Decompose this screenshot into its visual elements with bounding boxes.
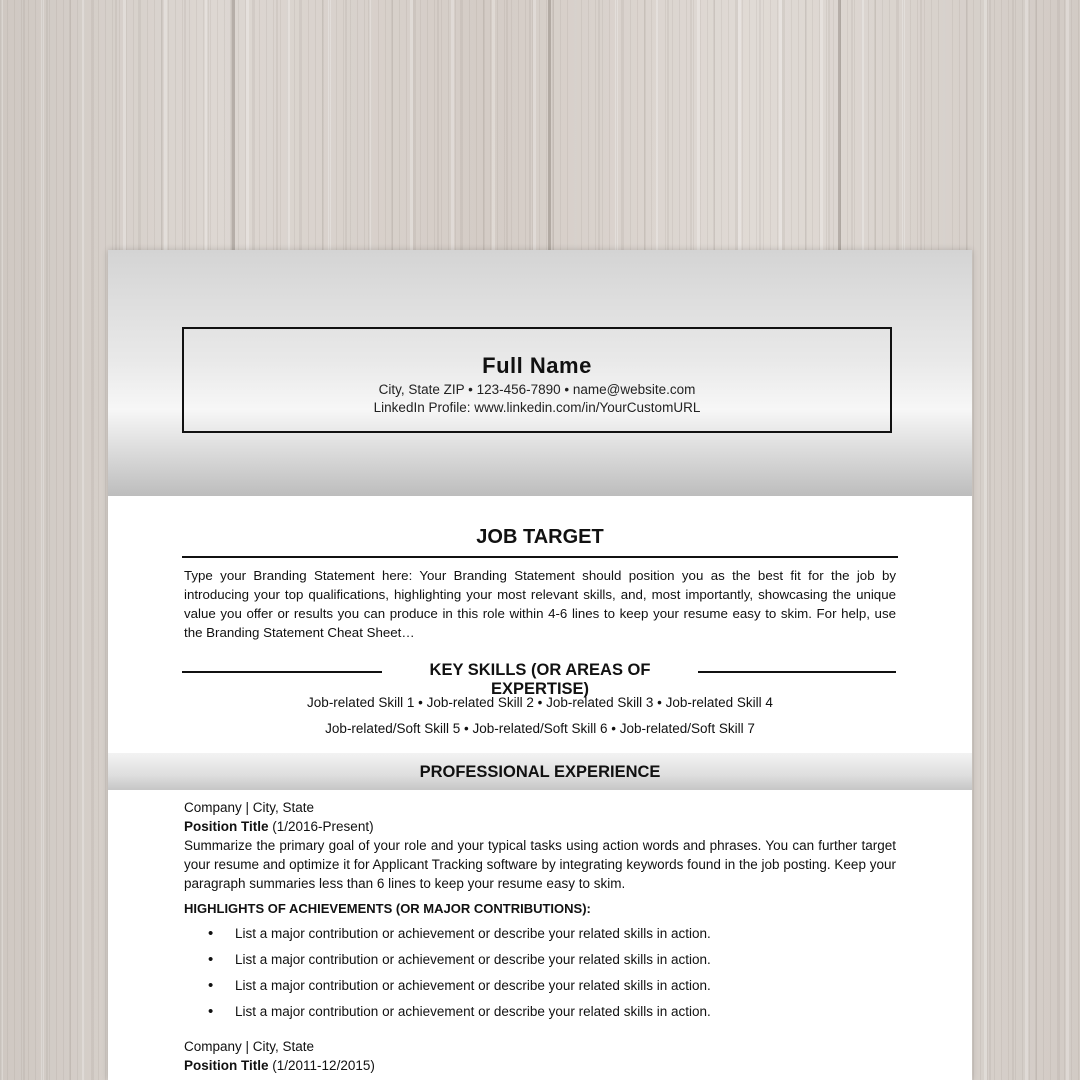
- position-dates: (1/2011-12/2015): [268, 1058, 375, 1073]
- key-skills-heading: KEY SKILLS (OR AREAS OF EXPERTISE): [429, 661, 651, 698]
- bullet-icon: •: [208, 951, 214, 968]
- bullet-icon: •: [208, 925, 214, 942]
- list-item: [184, 976, 896, 1002]
- skills-list: Job-related/Soft Skill 5 • Job-related/Soft Skill 6 • Job-related/Soft Skill 7: [325, 721, 755, 736]
- branding-statement: Type your Branding Statement here: Your Branding Statement should position you as the best fit for the job by introducing your top qualifications, highlighting your most relevant skills, and, most importantly, showcasing the unique value you offer or results you can produce in this role within 4-6 lines to keep your resume easy to skim. For help, use the Branding Statement Cheat Sheet…: [184, 568, 896, 640]
- position-line: [184, 1056, 896, 1075]
- job-target-heading: JOB TARGET: [476, 526, 604, 548]
- list-item: [184, 950, 896, 976]
- experience-band: [108, 753, 972, 790]
- header-band: [108, 250, 972, 496]
- resume-page: [108, 250, 972, 1080]
- list-item: [184, 1002, 896, 1028]
- linkedin-profile: LinkedIn Profile: www.linkedin.com/in/YourCustomURL: [373, 400, 701, 415]
- section-divider: [182, 671, 382, 673]
- position-line: [184, 817, 896, 836]
- job-entry: [184, 1037, 896, 1075]
- achievement-text: List a major contribution or achievement or describe your related skills in action.: [235, 1004, 711, 1019]
- name-box: [182, 327, 892, 433]
- achievements-list: [184, 924, 896, 1028]
- experience-heading: PROFESSIONAL EXPERIENCE: [419, 763, 661, 781]
- full-name: Full Name: [482, 353, 592, 378]
- achievement-text: List a major contribution or achievement or describe your related skills in action.: [235, 978, 711, 993]
- bullet-icon: •: [208, 1003, 214, 1020]
- position-title: Position Title: [184, 1058, 269, 1073]
- highlights-heading: HIGHLIGHTS OF ACHIEVEMENTS (OR MAJOR CONTRIBUTIONS):: [184, 901, 591, 916]
- section-divider: [698, 671, 896, 673]
- company-location: Company | City, State: [184, 800, 315, 815]
- company-location: Company | City, State: [184, 1039, 315, 1054]
- list-item: [184, 924, 896, 950]
- achievement-text: List a major contribution or achievement or describe your related skills in action.: [235, 926, 711, 941]
- achievement-text: List a major contribution or achievement or describe your related skills in action.: [235, 952, 711, 967]
- job-summary: Summarize the primary goal of your role and your typical tasks using action words and phrases. You can further target your resume and optimize it for Applicant Tracking software by integrating keywords found in the job posting. Keep your paragraph summaries less than 6 lines to keep your resume easy to skim.: [184, 838, 896, 891]
- job-entry: [184, 798, 896, 1028]
- contact-info: City, State ZIP • 123-456-7890 • name@website.com: [378, 382, 696, 397]
- position-title: Position Title: [184, 819, 269, 834]
- bullet-icon: •: [208, 977, 214, 994]
- section-divider: [182, 556, 898, 558]
- position-dates: (1/2016-Present): [268, 819, 374, 834]
- skills-list: Job-related Skill 1 • Job-related Skill 2 • Job-related Skill 3 • Job-related Skill 4: [307, 695, 773, 710]
